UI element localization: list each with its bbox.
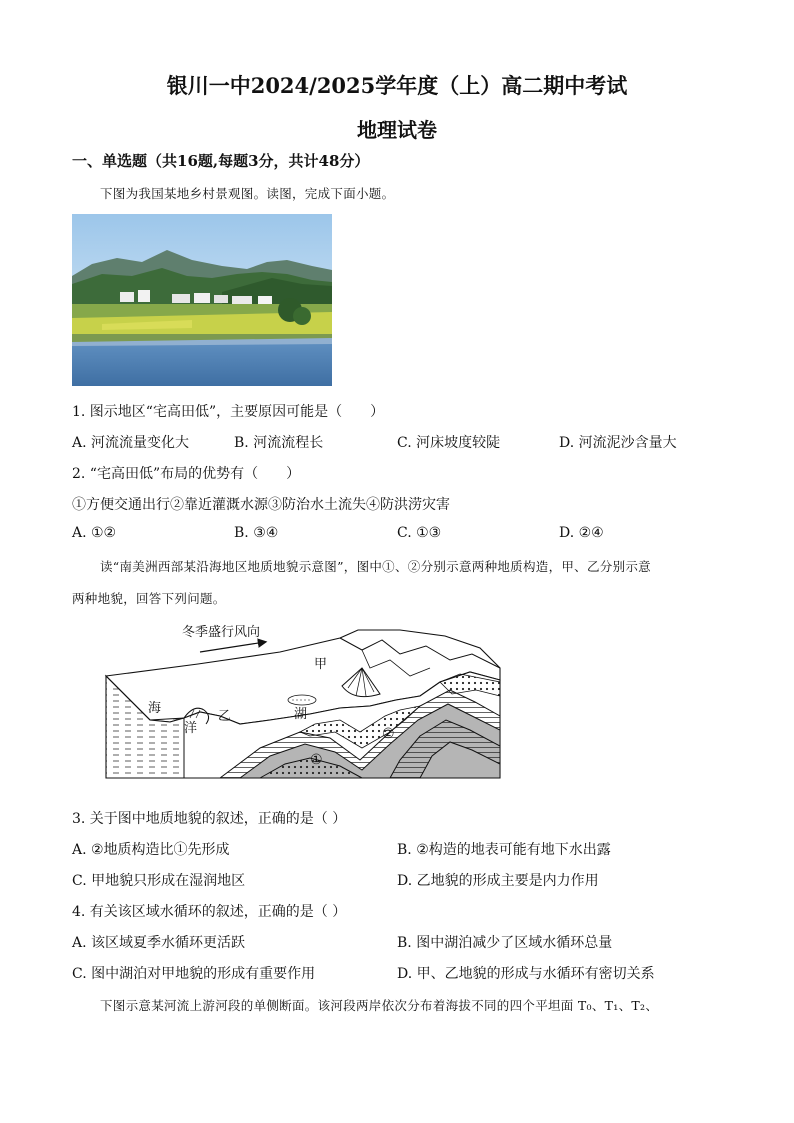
q1-option-c[interactable]: C. 河床坡度较陡	[397, 435, 501, 451]
q1-option-a[interactable]: A. 河流流量变化大	[72, 435, 190, 451]
label-hai: 海	[148, 700, 162, 715]
label-yang: 洋	[184, 720, 198, 735]
exam-subtitle: 地理试卷	[357, 118, 437, 142]
q3-option-b[interactable]: B. ②构造的地表可能有地下水出露	[397, 842, 611, 858]
intro-text-3: 下图示意某河流上游河段的单侧断面。该河段两岸依次分布着海拔不同的四个平坦面 T₀、T₁、T₂、	[100, 998, 659, 1013]
village-landscape-photo	[72, 214, 332, 386]
q1-option-b[interactable]: B. 河流流程长	[234, 435, 324, 451]
wind-direction-arrow	[200, 642, 265, 652]
question-3-stem: 3. 关于图中地质地貌的叙述，正确的是（ ）	[72, 811, 347, 827]
q1-option-d[interactable]: D. 河流泥沙含量大	[559, 435, 677, 451]
q4-option-d[interactable]: D. 甲、乙地貌的形成与水循环有密切关系	[397, 966, 655, 982]
q4-option-c[interactable]: C. 图中湖泊对甲地貌的形成有重要作用	[72, 966, 316, 982]
intro-text-1: 下图为我国某地乡村景观图。读图，完成下面小题。	[100, 186, 395, 201]
q3-option-a[interactable]: A. ②地质构造比①先形成	[72, 842, 230, 858]
label-structure-1: ①	[310, 751, 323, 767]
label-structure-2: ②	[382, 725, 395, 741]
intro-text-2-line1: 读“南美洲西部某沿海地区地质地貌示意图”，图中①、②分别示意两种地质构造，甲、乙分别示意	[100, 559, 651, 574]
question-1-stem: 1. 图示地区“宅高田低”，主要原因可能是（ ）	[72, 404, 385, 420]
label-jia: 甲	[314, 656, 328, 671]
wind-label: 冬季盛行风向	[182, 624, 261, 639]
question-4-stem: 4. 有关该区域水循环的叙述，正确的是（ ）	[72, 904, 347, 920]
q2-option-d[interactable]: D. ②④	[559, 525, 604, 541]
q3-option-d[interactable]: D. 乙地貌的形成主要是内力作用	[397, 873, 599, 889]
label-hu: 湖	[294, 706, 308, 721]
label-yi: 乙	[218, 708, 232, 723]
exam-title: 银川一中2024/2025学年度（上）高二期中考试	[166, 73, 628, 98]
q4-option-b[interactable]: B. 图中湖泊减少了区域水循环总量	[397, 935, 613, 951]
q4-option-a[interactable]: A. 该区域夏季水循环更活跃	[72, 935, 246, 951]
question-2-items: ①方便交通出行②靠近灌溉水源③防治水土流失④防洪涝灾害	[72, 497, 450, 513]
q2-option-a[interactable]: A. ①②	[72, 525, 117, 541]
intro-text-2-line2: 两种地貌，回答下列问题。	[72, 591, 226, 606]
q2-option-c[interactable]: C. ①③	[397, 525, 442, 541]
section-heading: 一、单选题（共16题,每题3分，共计48分）	[72, 152, 370, 170]
q2-option-b[interactable]: B. ③④	[234, 525, 279, 541]
geology-diagram	[100, 620, 505, 782]
q3-option-c[interactable]: C. 甲地貌只形成在湿润地区	[72, 873, 246, 889]
question-2-stem: 2. “宅高田低”布局的优势有（ ）	[72, 466, 301, 482]
